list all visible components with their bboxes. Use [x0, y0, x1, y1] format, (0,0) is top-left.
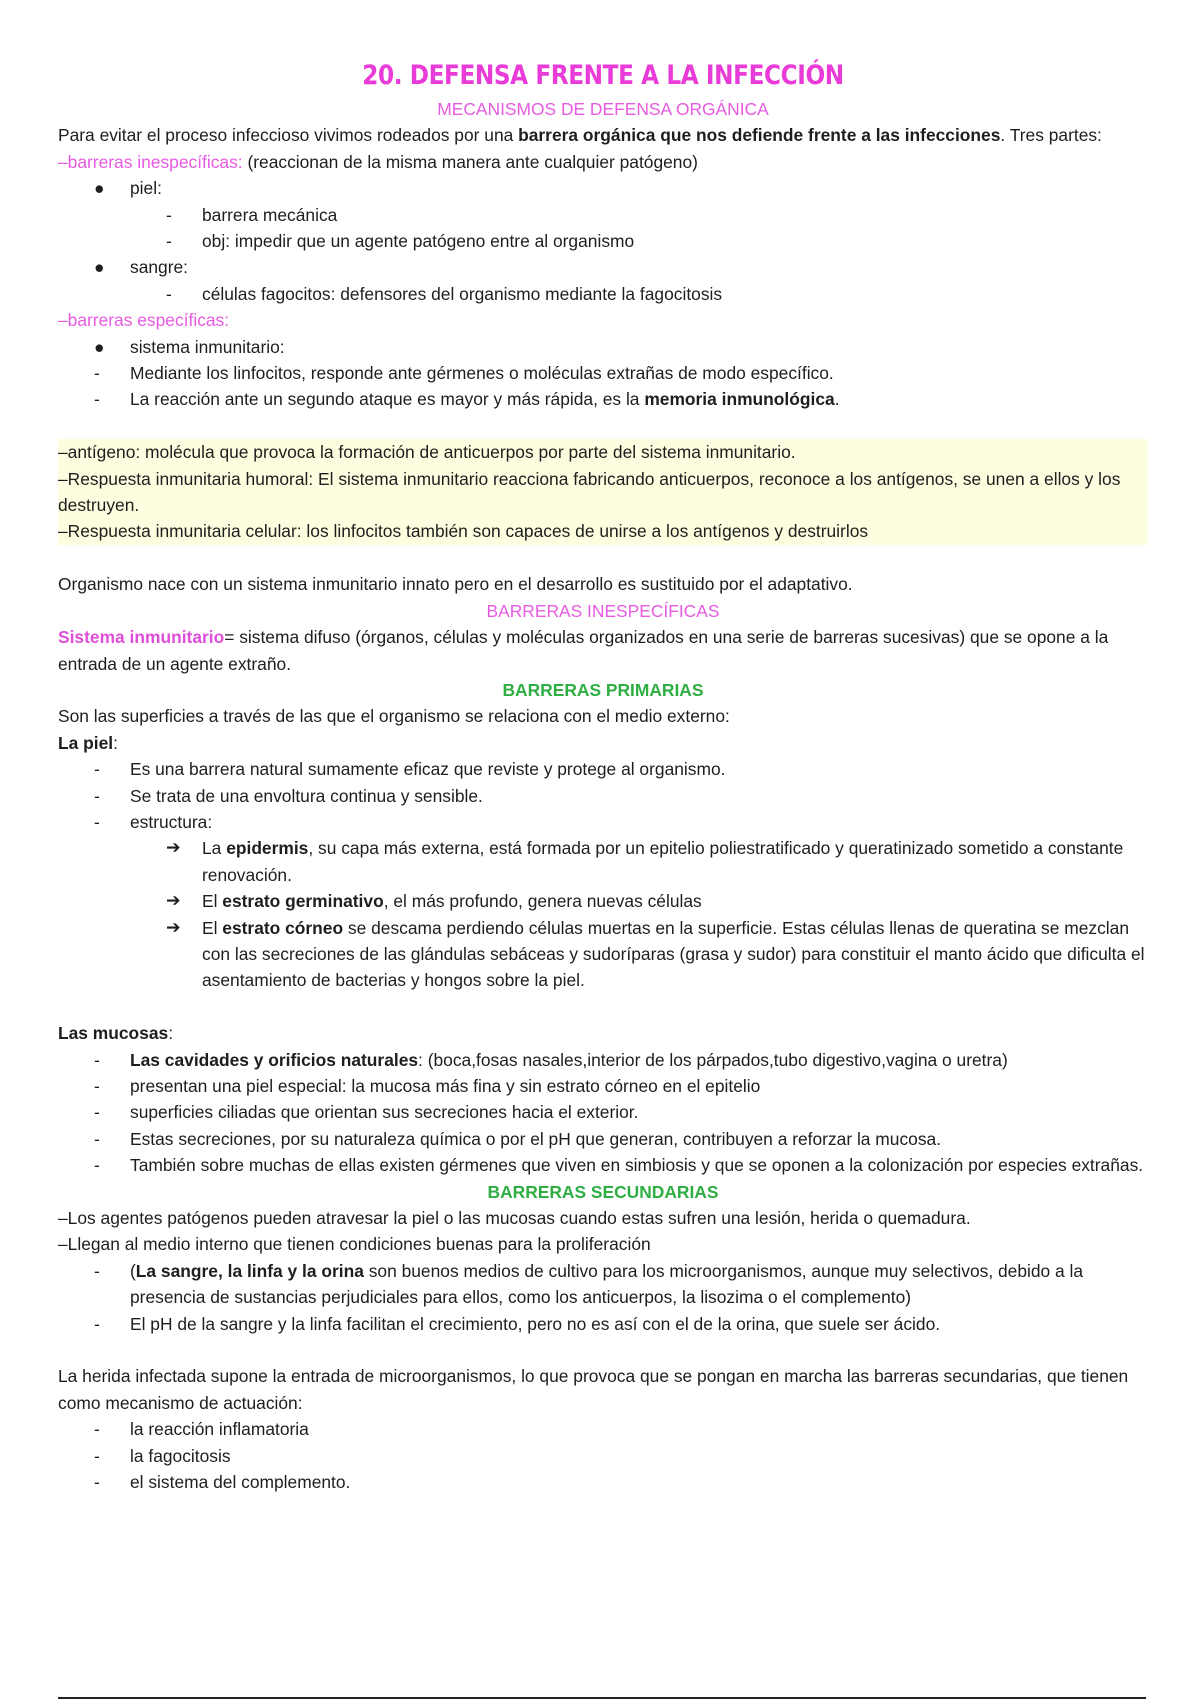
especificas-line: –barreras específicas:: [58, 310, 230, 331]
bullet-dash-icon: -: [94, 1260, 100, 1281]
list-item: - Las cavidades y orificios naturales: (boca,fosas nasales,interior de los párpados,tubo digestivo,vagina o uretra): [58, 1047, 1148, 1073]
arrow-right-icon: ➔: [166, 891, 181, 912]
list-item: - la reacción inflamatoria: [58, 1416, 1148, 1442]
list-item: - obj: impedir que un agente patógeno entre al organismo: [58, 228, 1148, 254]
bullet-dash-icon: -: [94, 759, 100, 780]
list-item: - superficies ciliadas que orientan sus secreciones hacia el exterior.: [58, 1099, 1148, 1125]
herida-paragraph: La herida infectada supone la entrada de microorganismos, lo que provoca que se pongan en marcha las barreras secundarias, que tienen como mecanismo de actuación:: [58, 1366, 1129, 1413]
bullet-dot-icon: ●: [94, 336, 105, 357]
section-heading-mecanismos: MECANISMOS DE DEFENSA ORGÁNICA: [437, 99, 769, 119]
list-item: - el sistema del complemento.: [58, 1469, 1148, 1495]
list-item: - También sobre muchas de ellas existen gérmenes que viven en simbiosis y que se oponen a la colonización por especies extrañas.: [58, 1152, 1148, 1178]
bullet-dash-icon: -: [94, 389, 100, 410]
definitions-block: [58, 439, 1148, 545]
bullet-dash-icon: -: [94, 1128, 100, 1149]
list-item: - células fagocitos: defensores del organismo mediante la fagocitosis: [58, 281, 1148, 307]
list-item: - Se trata de una envoltura continua y sensible.: [58, 783, 1148, 809]
bullet-dash-icon: -: [94, 1472, 100, 1493]
section-heading-primarias: BARRERAS PRIMARIAS: [502, 679, 704, 700]
list-item: - Es una barrera natural sumamente eficaz que reviste y protege al organismo.: [58, 756, 1148, 782]
innato-paragraph: Organismo nace con un sistema inmunitario innato pero en el desarrollo es sustituido por el adaptativo.: [58, 574, 853, 595]
secundarias-line-1: –Los agentes patógenos pueden atravesar la piel o las mucosas cuando estas sufren una lesión, herida o quemadura.: [58, 1208, 971, 1229]
list-item: ➔ El estrato córneo se descama perdiendo células muertas en la superficie. Estas células llenas de queratina se mezclan con las secreciones de las glándulas sebáceas y sudoríparas (grasa y sudor) para constituir el manto ácido que dificulta el asentamiento de bacterias y hongos sobre la piel.: [58, 915, 1148, 994]
list-item: ● piel:: [58, 175, 1148, 201]
list-item: - Estas secreciones, por su naturaleza química o por el pH que generan, contribuyen a reforzar la mucosa.: [58, 1126, 1148, 1152]
document-page: [58, 56, 1148, 1495]
list-item: ● sangre:: [58, 254, 1148, 280]
piel-label: La piel:: [58, 732, 118, 753]
bullet-dash-icon: -: [94, 785, 100, 806]
bullet-dash-icon: -: [94, 1445, 100, 1466]
page-title: 20. DEFENSA FRENTE A LA INFECCIÓN: [362, 60, 844, 91]
bullet-dot-icon: ●: [94, 257, 105, 278]
bullet-dash-icon: -: [94, 1313, 100, 1334]
inespecificas-line: –barreras inespecíficas: (reaccionan de la misma manera ante cualquier patógeno): [58, 151, 698, 172]
bullet-dash-icon: -: [94, 1419, 100, 1440]
list-item: - El pH de la sangre y la linfa facilitan el crecimiento, pero no es así con el de la orina, que suele ser ácido.: [58, 1311, 1148, 1337]
definition-humoral: –Respuesta inmunitaria humoral: El sistema inmunitario reacciona fabricando anticuerpos, reconoce a los antígenos, se unen a ellos y los destruyen.: [58, 468, 1121, 516]
intro-paragraph: Para evitar el proceso infeccioso vivimos rodeados por una barrera orgánica que nos defiende frente a las infecciones. Tres partes:: [58, 125, 1102, 146]
list-item: - La reacción ante un segundo ataque es mayor y más rápida, es la memoria inmunológica.: [58, 386, 1148, 412]
list-item: - barrera mecánica: [58, 202, 1148, 228]
section-heading-secundarias: BARRERAS SECUNDARIAS: [487, 1181, 719, 1202]
list-item: - (La sangre, la linfa y la orina son buenos medios de cultivo para los microorganismos, aunque muy selectivos, debido a la presencia de sustancias perjudiciales para ellos, como los anticuerpos, la lisozima o el complemento): [58, 1258, 1148, 1311]
sistema-inmunitario-paragraph: Sistema inmunitario= sistema difuso (órganos, células y moléculas organizados en una serie de barreras sucesivas) que se opone a la entrada de un agente extraño.: [58, 627, 1109, 674]
bullet-dot-icon: ●: [94, 178, 105, 199]
bullet-dash-icon: -: [94, 1075, 100, 1096]
bullet-dash-icon: -: [94, 1102, 100, 1123]
arrow-right-icon: ➔: [166, 838, 181, 859]
primarias-intro: Son las superficies a través de las que el organismo se relaciona con el medio externo:: [58, 706, 730, 727]
definition-celular: –Respuesta inmunitaria celular: los linfocitos también son capaces de unirse a los antígenos y destruirlos: [58, 521, 869, 542]
list-item: ➔ El estrato germinativo, el más profundo, genera nuevas células: [58, 888, 1148, 914]
secundarias-line-2: –Llegan al medio interno que tienen condiciones buenas para la proliferación: [58, 1234, 651, 1255]
bullet-dash-icon: -: [166, 231, 172, 252]
list-item: - presentan una piel especial: la mucosa más fina y sin estrato córneo en el epitelio: [58, 1073, 1148, 1099]
list-item: ➔ La epidermis, su capa más externa, está formada por un epitelio poliestratificado y queratinizado sometido a constante renovación.: [58, 835, 1148, 888]
definition-antigeno: –antígeno: molécula que provoca la formación de anticuerpos por parte del sistema inmunitario.: [58, 442, 796, 463]
list-item: ● sistema inmunitario:: [58, 334, 1148, 360]
mucosas-label: Las mucosas:: [58, 1023, 174, 1044]
list-item: - estructura:: [58, 809, 1148, 835]
bullet-dash-icon: -: [94, 1155, 100, 1176]
list-item: - Mediante los linfocitos, responde ante gérmenes o moléculas extrañas de modo específico.: [58, 360, 1148, 386]
bullet-dash-icon: -: [94, 363, 100, 384]
arrow-right-icon: ➔: [166, 917, 181, 938]
list-item: - la fagocitosis: [58, 1443, 1148, 1469]
footer-divider: [58, 1697, 1146, 1699]
bullet-dash-icon: -: [94, 811, 100, 832]
section-heading-inespecificas: BARRERAS INESPECÍFICAS: [486, 600, 720, 621]
bullet-dash-icon: -: [166, 204, 172, 225]
bullet-dash-icon: -: [166, 283, 172, 304]
bullet-dash-icon: -: [94, 1049, 100, 1070]
